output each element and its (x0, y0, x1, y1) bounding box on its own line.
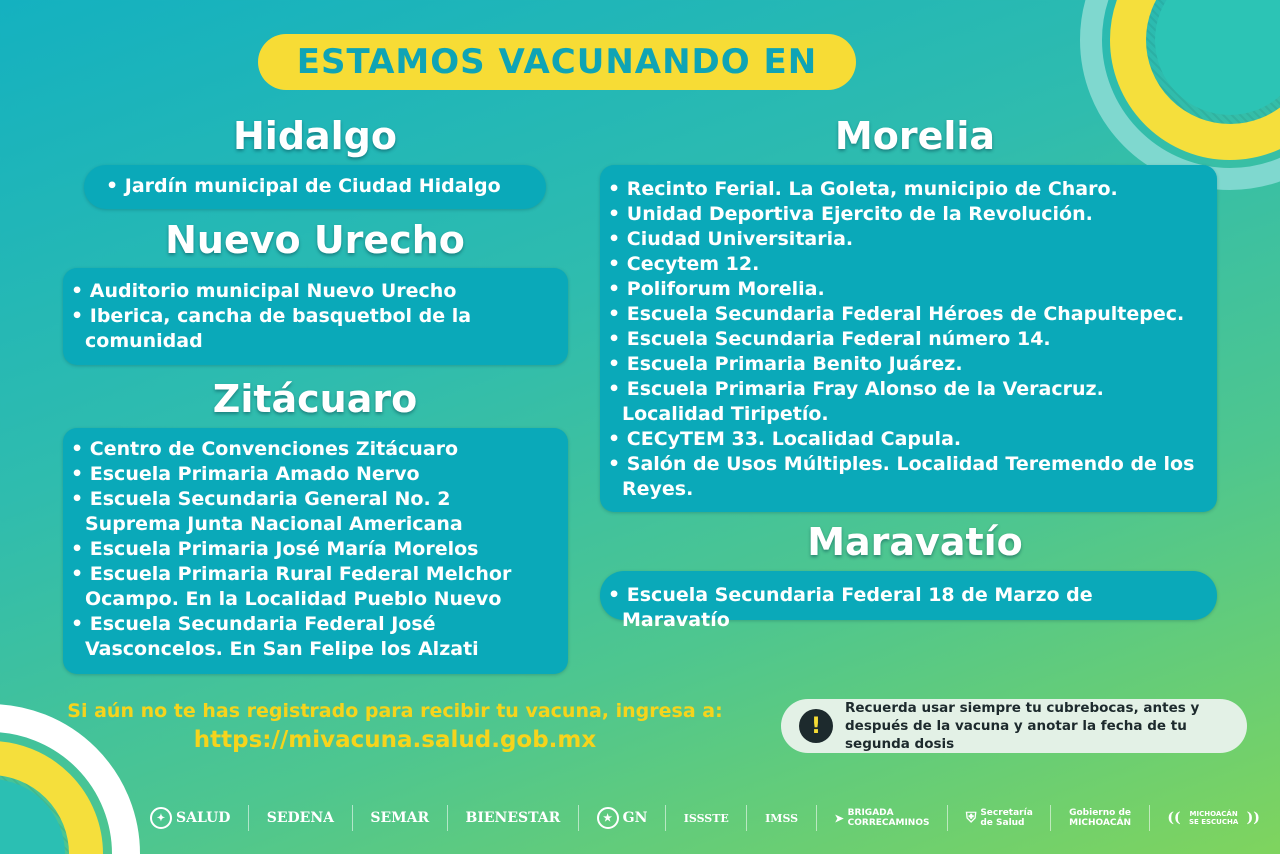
logo-sedena-label: SEDENA (266, 810, 335, 826)
register-url-link[interactable]: https://mivacuna.salud.gob.mx (193, 727, 597, 753)
site-item: • CECyTEM 33. Localidad Capula. (622, 427, 1199, 452)
logo-semar-label: SEMAR (370, 810, 430, 826)
reminder-banner (781, 699, 1247, 753)
sites-box-morelia (600, 165, 1217, 512)
sites-list-hidalgo (120, 174, 528, 199)
logo-divider (816, 805, 817, 831)
logo-michoacan-line1: Gobierno de (1069, 808, 1132, 818)
site-item: • Escuela Secundaria General No. 2 Suprema Junta Nacional Americana (85, 487, 550, 537)
logo-divider (352, 805, 353, 831)
site-item: • Escuela Secundaria Federal Héroes de Chapultepec. (622, 302, 1199, 327)
site-item: • Recinto Ferial. La Goleta, municipio de Charo. (622, 177, 1199, 202)
site-item: • Escuela Secundaria Federal José Vasconcelos. En San Felipe los Alzati (85, 612, 550, 662)
site-item: • Escuela Primaria Benito Juárez. (622, 352, 1199, 377)
logo-gn-label: GN (622, 810, 648, 826)
reminder-text: Recuerda usar siempre tu cubrebocas, antes y después de la vacuna y anotar la fecha de tu segunda dosis (845, 700, 1200, 752)
site-item: • Cecytem 12. (622, 252, 1199, 277)
city-heading-nuevo-urecho: Nuevo Urecho (165, 218, 465, 262)
logo-salud-label: SALUD (176, 810, 231, 826)
eagle-seal-icon: ✦ (150, 807, 172, 829)
sites-box-hidalgo (84, 165, 546, 209)
logo-brigada-line1: BRIGADA (847, 808, 894, 818)
shield-seal-icon: ★ (597, 807, 619, 829)
logo-divider (447, 805, 448, 831)
logo-semar (370, 810, 429, 826)
logo-bienestar (465, 810, 560, 826)
city-heading-maravatio: Maravatío (807, 520, 1023, 564)
logo-michoacan-label (1069, 808, 1131, 828)
logo-divider (665, 805, 666, 831)
sites-list-nuevo-urecho (85, 279, 550, 354)
radio-waves-icon: (( (1167, 810, 1181, 826)
site-item: • Salón de Usos Múltiples. Localidad Teremendo de los Reyes. (622, 452, 1199, 502)
logo-brigada-label (848, 808, 930, 828)
logo-divider (248, 805, 249, 831)
logo-bienestar-label: BIENESTAR (465, 810, 561, 826)
site-item: • Jardín municipal de Ciudad Hidalgo (120, 174, 528, 199)
site-item: • Auditorio municipal Nuevo Urecho (85, 279, 550, 304)
sites-list-zitacuaro (85, 437, 550, 662)
site-item: • Escuela Primaria Rural Federal Melchor Ocampo. En la Localidad Pueblo Nuevo (85, 562, 550, 612)
city-heading-morelia: Morelia (834, 114, 996, 158)
logo-divider (1050, 805, 1051, 831)
register-message (30, 697, 760, 755)
logo-issste-label: ISSSTE (683, 811, 729, 825)
institution-logos (150, 798, 1260, 838)
logo-sedena (267, 810, 334, 826)
logo-radio-label: MICHOACÁN SE ESCUCHA (1188, 810, 1239, 826)
city-heading-hidalgo: Hidalgo (232, 114, 397, 158)
logo-divider (578, 805, 579, 831)
sites-list-maravatio (622, 583, 1199, 633)
page-title: ESTAMOS VACUNANDO EN (258, 34, 856, 90)
logo-issste (684, 812, 729, 825)
logo-secretaria-line1: Secretaría (980, 808, 1033, 818)
city-heading-zitacuaro: Zitácuaro (212, 377, 418, 421)
register-text: Si aún no te has registrado para recibir tu vacuna, ingresa a: (67, 700, 723, 722)
logo-gobierno-michoacan (1069, 808, 1131, 828)
logo-secretaria-line2: de Salud (980, 818, 1025, 828)
logo-brigada-correcaminos (834, 808, 929, 828)
sites-box-zitacuaro (63, 428, 568, 674)
coat-of-arms-icon: ⛨ (965, 810, 977, 826)
logo-divider (746, 805, 747, 831)
exclamation-icon: ! (799, 709, 833, 743)
radio-waves-icon-right: )) (1246, 810, 1260, 826)
site-item: • Poliforum Morelia. (622, 277, 1199, 302)
logo-gn (597, 807, 648, 829)
logo-salud (150, 807, 230, 829)
site-item: • Centro de Convenciones Zitácuaro (85, 437, 550, 462)
site-item: • Unidad Deportiva Ejercito de la Revolución. (622, 202, 1199, 227)
sites-box-nuevo-urecho (63, 268, 568, 365)
logo-michoacan-line2: MICHOACÁN (1069, 818, 1132, 828)
sites-list-morelia (622, 177, 1199, 502)
logo-michoacan-se-escucha (1167, 810, 1260, 826)
site-item: • Escuela Primaria Amado Nervo (85, 462, 550, 487)
site-item: • Escuela Secundaria Federal 18 de Marzo de Maravatío (622, 583, 1199, 633)
sites-box-maravatio (600, 571, 1217, 631)
logo-brigada-line2: CORRECAMINOS (847, 818, 930, 828)
logo-secretaria-salud (966, 808, 1033, 828)
logo-secretaria-label (980, 808, 1032, 828)
logo-divider (1149, 805, 1150, 831)
roadrunner-icon: ➤ (834, 811, 844, 825)
site-item: • Iberica, cancha de basquetbol de la comunidad (85, 304, 550, 354)
site-item: • Escuela Primaria José María Morelos (85, 537, 550, 562)
logo-imss (765, 812, 798, 825)
site-item: • Escuela Primaria Fray Alonso de la Veracruz. Localidad Tiripetío. (622, 377, 1199, 427)
site-item: • Escuela Secundaria Federal número 14. (622, 327, 1199, 352)
logo-imss-label: IMSS (765, 811, 799, 825)
logo-divider (947, 805, 948, 831)
site-item: • Ciudad Universitaria. (622, 227, 1199, 252)
